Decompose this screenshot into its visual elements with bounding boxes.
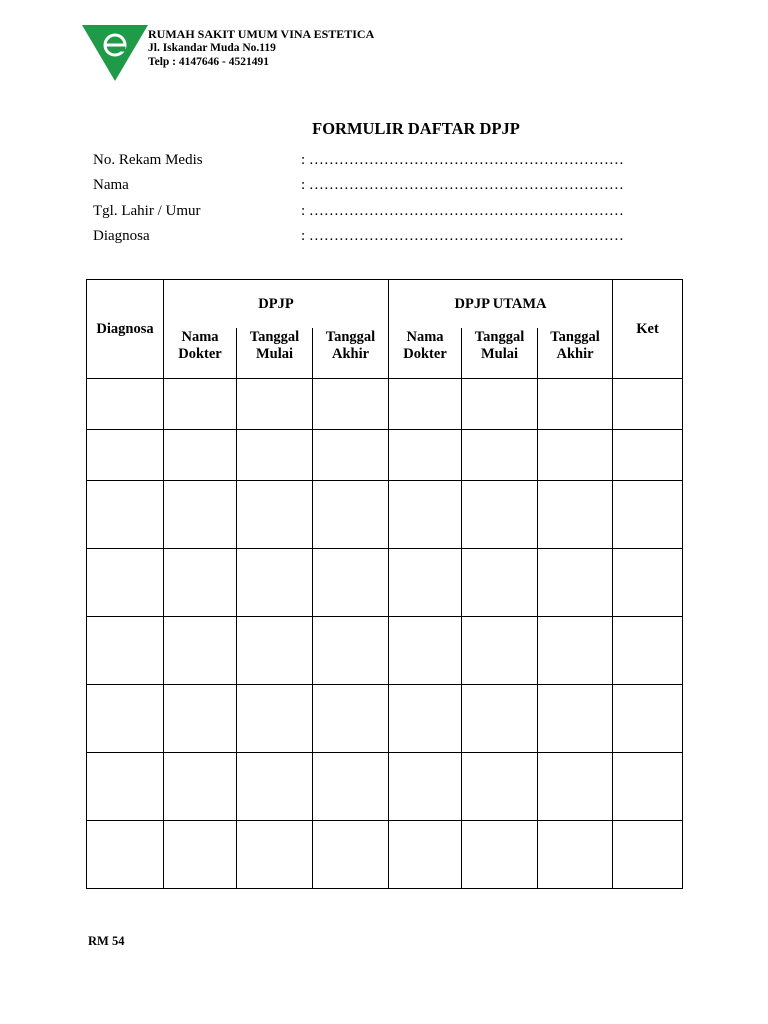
field-nama xyxy=(93,177,653,202)
hospital-phone: Telp : 4147646 - 4521491 xyxy=(148,56,269,68)
field-rekam-medis xyxy=(93,152,653,177)
table-cell[interactable] xyxy=(613,481,683,549)
table-cell[interactable] xyxy=(613,617,683,685)
table-row xyxy=(87,753,683,821)
table-cell[interactable] xyxy=(237,685,313,753)
table-cell[interactable] xyxy=(87,617,164,685)
table-row xyxy=(87,430,683,481)
table-cell[interactable] xyxy=(313,430,389,481)
table-row xyxy=(87,821,683,889)
table-cell[interactable] xyxy=(538,685,613,753)
table-cell[interactable] xyxy=(389,685,462,753)
table-cell[interactable] xyxy=(389,753,462,821)
table-cell[interactable] xyxy=(538,617,613,685)
table-cell[interactable] xyxy=(313,379,389,430)
table-cell[interactable] xyxy=(87,685,164,753)
table-cell[interactable] xyxy=(613,821,683,889)
field-label: Nama xyxy=(93,177,129,194)
hospital-name: RUMAH SAKIT UMUM VINA ESTETICA xyxy=(148,27,375,41)
header-ket: Ket xyxy=(613,280,683,379)
subheader-utama-nama-dokter: Nama Dokter xyxy=(389,328,462,379)
table-cell[interactable] xyxy=(538,821,613,889)
table-cell[interactable] xyxy=(237,617,313,685)
table-subheader-row xyxy=(87,328,683,379)
field-label: Tgl. Lahir / Umur xyxy=(93,202,201,219)
subheader-utama-tanggal-akhir: Tanggal Akhir xyxy=(538,328,613,379)
form-code: RM 54 xyxy=(88,934,125,948)
table-cell[interactable] xyxy=(462,549,538,617)
table-cell[interactable] xyxy=(389,821,462,889)
table-cell[interactable] xyxy=(389,617,462,685)
logo-triangle xyxy=(82,25,148,81)
table-cell[interactable] xyxy=(313,821,389,889)
table-cell[interactable] xyxy=(613,430,683,481)
table-cell[interactable] xyxy=(237,753,313,821)
table-cell[interactable] xyxy=(313,549,389,617)
table-cell[interactable] xyxy=(313,685,389,753)
hospital-address: Jl. Iskandar Muda No.119 xyxy=(148,42,276,54)
table-cell[interactable] xyxy=(462,821,538,889)
table-cell[interactable] xyxy=(87,821,164,889)
field-fill-line[interactable]: : ……………………………………………………… xyxy=(301,202,624,219)
subheader-nama-dokter: Nama Dokter xyxy=(164,328,237,379)
field-label: No. Rekam Medis xyxy=(93,152,203,168)
table-cell[interactable] xyxy=(313,481,389,549)
field-fill-line[interactable]: : ……………………………………………………… xyxy=(301,227,624,244)
field-label: Diagnosa xyxy=(93,227,150,244)
table-cell[interactable] xyxy=(389,430,462,481)
table-cell[interactable] xyxy=(613,379,683,430)
table-cell[interactable] xyxy=(164,549,237,617)
table-cell[interactable] xyxy=(237,549,313,617)
table-cell[interactable] xyxy=(164,685,237,753)
subheader-tanggal-akhir: Tanggal Akhir xyxy=(313,328,389,379)
field-tgl-lahir xyxy=(93,203,653,228)
patient-fields xyxy=(93,152,653,253)
table-cell[interactable] xyxy=(164,821,237,889)
table-cell[interactable] xyxy=(87,481,164,549)
table-cell[interactable] xyxy=(538,481,613,549)
table-cell[interactable] xyxy=(538,549,613,617)
table-row xyxy=(87,549,683,617)
table-cell[interactable] xyxy=(164,430,237,481)
table-cell[interactable] xyxy=(462,379,538,430)
table-cell[interactable] xyxy=(389,549,462,617)
table-row xyxy=(87,617,683,685)
table-cell[interactable] xyxy=(237,481,313,549)
table-cell[interactable] xyxy=(389,379,462,430)
table-cell[interactable] xyxy=(164,481,237,549)
table-cell[interactable] xyxy=(613,685,683,753)
table-cell[interactable] xyxy=(538,379,613,430)
table-cell[interactable] xyxy=(462,617,538,685)
table-cell[interactable] xyxy=(87,430,164,481)
hospital-header xyxy=(148,27,374,69)
table-cell[interactable] xyxy=(313,753,389,821)
table-header-row xyxy=(87,280,683,328)
header-dpjp-utama: DPJP UTAMA xyxy=(389,280,613,328)
header-dpjp: DPJP xyxy=(164,280,389,328)
table-cell[interactable] xyxy=(462,481,538,549)
table-cell[interactable] xyxy=(164,753,237,821)
table-cell[interactable] xyxy=(87,753,164,821)
table-cell[interactable] xyxy=(164,379,237,430)
table-cell[interactable] xyxy=(462,753,538,821)
field-diagnosa xyxy=(93,228,653,253)
table-cell[interactable] xyxy=(237,379,313,430)
table-cell[interactable] xyxy=(164,617,237,685)
subheader-utama-tanggal-mulai: Tanggal Mulai xyxy=(462,328,538,379)
table-cell[interactable] xyxy=(237,821,313,889)
table-cell[interactable] xyxy=(613,549,683,617)
table-cell[interactable] xyxy=(87,379,164,430)
subheader-tanggal-mulai: Tanggal Mulai xyxy=(237,328,313,379)
field-fill-line[interactable]: : ……………………………………………………… xyxy=(301,177,624,194)
table-cell[interactable] xyxy=(613,753,683,821)
table-row xyxy=(87,481,683,549)
header-diagnosa: Diagnosa xyxy=(87,280,164,379)
table-cell[interactable] xyxy=(462,685,538,753)
table-row xyxy=(87,379,683,430)
table-row xyxy=(87,685,683,753)
table-cell[interactable] xyxy=(538,430,613,481)
table-cell[interactable] xyxy=(313,617,389,685)
table-cell[interactable] xyxy=(389,481,462,549)
table-cell[interactable] xyxy=(237,430,313,481)
table-cell[interactable] xyxy=(538,753,613,821)
form-title: FORMULIR DAFTAR DPJP xyxy=(312,119,520,138)
field-fill-line[interactable]: : ……………………………………………………… xyxy=(301,152,624,168)
table-cell[interactable] xyxy=(462,430,538,481)
hospital-logo xyxy=(82,24,148,82)
table-cell[interactable] xyxy=(87,549,164,617)
dpjp-table xyxy=(86,279,683,889)
